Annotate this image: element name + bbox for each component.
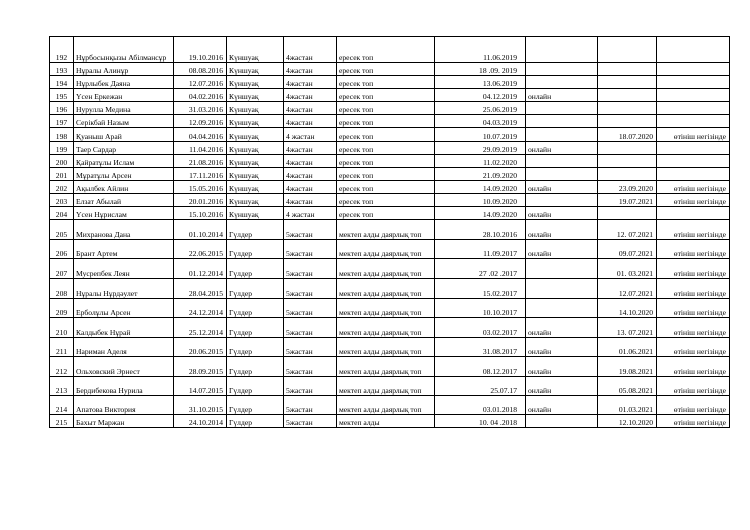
leave-reason-cell: [657, 168, 730, 181]
row-number-cell: 197: [50, 115, 74, 128]
leave-date-cell: 23.09.2020: [598, 181, 657, 194]
child-name-cell: Калдыбек Нұрай: [74, 318, 174, 338]
leave-date-cell: 13. 07.2021: [598, 318, 657, 338]
row-number-cell: 192: [50, 37, 74, 63]
attendance-mode-cell: [526, 415, 598, 428]
group-name-cell: Күншуақ: [227, 115, 284, 128]
table-row: [50, 279, 730, 299]
child-name-cell: Нұрбосынқызы Абілмансұр: [74, 37, 174, 63]
child-name-cell: Елзат Абылай: [74, 194, 174, 207]
group-type-cell: ересек топ: [337, 207, 435, 220]
leave-reason-cell: өтініш негізінде: [657, 259, 730, 279]
birth-date-cell: 04.02.2016: [174, 89, 227, 102]
row-number-cell: 193: [50, 63, 74, 76]
child-name-cell: Қуаныш Арай: [74, 128, 174, 142]
age-group-cell: 5жастан: [284, 279, 337, 299]
birth-date-cell: 22.06.2015: [174, 240, 227, 259]
row-number-cell: 203: [50, 194, 74, 207]
table-row: [50, 115, 730, 128]
child-name-cell: Ольховский Эрнест: [74, 357, 174, 377]
birth-date-cell: 01.10.2014: [174, 220, 227, 240]
birth-date-cell: 24.10.2014: [174, 415, 227, 428]
leave-date-cell: 12.07.2021: [598, 279, 657, 299]
admission-date-cell: 03.02.2017: [435, 318, 526, 338]
age-group-cell: 4жастан: [284, 76, 337, 89]
group-name-cell: Гүлдер: [227, 279, 284, 299]
group-type-cell: ересек топ: [337, 142, 435, 155]
birth-date-cell: 31.10.2015: [174, 396, 227, 415]
birth-date-cell: 08.08.2016: [174, 63, 227, 76]
attendance-mode-cell: онлайн: [526, 181, 598, 194]
admission-date-cell: 21.09.2020: [435, 168, 526, 181]
attendance-mode-cell: онлайн: [526, 318, 598, 338]
table-row: [50, 63, 730, 76]
age-group-cell: 5жастан: [284, 338, 337, 357]
admission-date-cell: 15.02.2017: [435, 279, 526, 299]
attendance-mode-cell: [526, 63, 598, 76]
birth-date-cell: 28.04.2015: [174, 279, 227, 299]
leave-reason-cell: өтініш негізінде: [657, 318, 730, 338]
attendance-mode-cell: [526, 102, 598, 115]
group-name-cell: Күншуақ: [227, 207, 284, 220]
row-number-cell: 207: [50, 259, 74, 279]
birth-date-cell: 15.05.2016: [174, 181, 227, 194]
group-name-cell: Күншуақ: [227, 168, 284, 181]
leave-date-cell: [598, 89, 657, 102]
attendance-mode-cell: онлайн: [526, 377, 598, 396]
birth-date-cell: 12.09.2016: [174, 115, 227, 128]
group-type-cell: мектеп алды даярлық топ: [337, 396, 435, 415]
admission-date-cell: 25.07.17: [435, 377, 526, 396]
child-name-cell: Нұралы Нұрдәулет: [74, 279, 174, 299]
leave-date-cell: [598, 168, 657, 181]
leave-date-cell: [598, 142, 657, 155]
age-group-cell: 4жастан: [284, 115, 337, 128]
group-name-cell: Күншуақ: [227, 194, 284, 207]
group-type-cell: мектеп алды даярлық топ: [337, 279, 435, 299]
attendance-mode-cell: онлайн: [526, 220, 598, 240]
group-name-cell: Күншуақ: [227, 102, 284, 115]
leave-date-cell: 12.10.2020: [598, 415, 657, 428]
leave-date-cell: 19.08.2021: [598, 357, 657, 377]
group-type-cell: мектеп алды даярлық топ: [337, 338, 435, 357]
age-group-cell: 4жастан: [284, 102, 337, 115]
group-type-cell: ересек топ: [337, 155, 435, 168]
row-number-cell: 215: [50, 415, 74, 428]
row-number-cell: 212: [50, 357, 74, 377]
age-group-cell: 5жастан: [284, 357, 337, 377]
child-name-cell: Бердибекова Нурила: [74, 377, 174, 396]
group-name-cell: Гүлдер: [227, 415, 284, 428]
group-name-cell: Гүлдер: [227, 240, 284, 259]
group-type-cell: ересек топ: [337, 89, 435, 102]
child-name-cell: Нұралы Алинұр: [74, 63, 174, 76]
admission-date-cell: 25.06.2019: [435, 102, 526, 115]
attendance-mode-cell: онлайн: [526, 142, 598, 155]
attendance-mode-cell: онлайн: [526, 396, 598, 415]
admission-date-cell: 04.12.2019: [435, 89, 526, 102]
admission-date-cell: 10. 04 .2018: [435, 415, 526, 428]
group-type-cell: мектеп алды даярлық топ: [337, 318, 435, 338]
group-name-cell: Күншуақ: [227, 76, 284, 89]
child-name-cell: Нариман Аделя: [74, 338, 174, 357]
row-number-cell: 200: [50, 155, 74, 168]
age-group-cell: 5жастан: [284, 377, 337, 396]
group-name-cell: Күншуақ: [227, 142, 284, 155]
attendance-mode-cell: [526, 128, 598, 142]
group-name-cell: Гүлдер: [227, 338, 284, 357]
leave-date-cell: 05.08.2021: [598, 377, 657, 396]
birth-date-cell: 04.04.2016: [174, 128, 227, 142]
birth-date-cell: 19.10.2016: [174, 37, 227, 63]
leave-reason-cell: өтініш негізінде: [657, 194, 730, 207]
leave-reason-cell: [657, 63, 730, 76]
children-register-table: [49, 36, 730, 428]
row-number-cell: 208: [50, 279, 74, 299]
leave-reason-cell: [657, 76, 730, 89]
age-group-cell: 4 жастан: [284, 207, 337, 220]
table-row: [50, 102, 730, 115]
leave-date-cell: 14.10.2020: [598, 299, 657, 318]
row-number-cell: 204: [50, 207, 74, 220]
row-number-cell: 201: [50, 168, 74, 181]
admission-date-cell: 31.08.2017: [435, 338, 526, 357]
admission-date-cell: 29.09.2019: [435, 142, 526, 155]
attendance-mode-cell: онлайн: [526, 357, 598, 377]
leave-date-cell: [598, 63, 657, 76]
child-name-cell: Таер Сардар: [74, 142, 174, 155]
row-number-cell: 199: [50, 142, 74, 155]
table-row: [50, 377, 730, 396]
group-type-cell: ересек топ: [337, 181, 435, 194]
age-group-cell: 4жастан: [284, 168, 337, 181]
admission-date-cell: 11.02.2020: [435, 155, 526, 168]
attendance-mode-cell: [526, 299, 598, 318]
leave-reason-cell: өтініш негізінде: [657, 128, 730, 142]
leave-date-cell: 18.07.2020: [598, 128, 657, 142]
leave-reason-cell: өтініш негізінде: [657, 220, 730, 240]
child-name-cell: Бахыт Маржан: [74, 415, 174, 428]
age-group-cell: 5жастан: [284, 396, 337, 415]
age-group-cell: 5жастан: [284, 299, 337, 318]
table-row: [50, 338, 730, 357]
admission-date-cell: 08.12.2017: [435, 357, 526, 377]
admission-date-cell: 11.06.2019: [435, 37, 526, 63]
birth-date-cell: 20.06.2015: [174, 338, 227, 357]
birth-date-cell: 12.07.2016: [174, 76, 227, 89]
leave-date-cell: 01.06.2021: [598, 338, 657, 357]
leave-date-cell: [598, 207, 657, 220]
group-type-cell: ересек топ: [337, 63, 435, 76]
leave-date-cell: [598, 37, 657, 63]
leave-reason-cell: [657, 115, 730, 128]
leave-date-cell: [598, 115, 657, 128]
row-number-cell: 205: [50, 220, 74, 240]
group-type-cell: мектеп алды даярлық топ: [337, 357, 435, 377]
child-name-cell: Ерболұлы Арсен: [74, 299, 174, 318]
attendance-mode-cell: онлайн: [526, 89, 598, 102]
admission-date-cell: 11.09.2017: [435, 240, 526, 259]
group-name-cell: Гүлдер: [227, 220, 284, 240]
group-type-cell: ересек топ: [337, 37, 435, 63]
table-row: [50, 181, 730, 194]
birth-date-cell: 20.01.2016: [174, 194, 227, 207]
group-type-cell: мектеп алды даярлық топ: [337, 259, 435, 279]
group-name-cell: Күншуақ: [227, 128, 284, 142]
admission-date-cell: 18 .09. 2019: [435, 63, 526, 76]
child-name-cell: Мусрепбек Леян: [74, 259, 174, 279]
child-name-cell: Қайратұлы Ислам: [74, 155, 174, 168]
leave-reason-cell: [657, 142, 730, 155]
row-number-cell: 195: [50, 89, 74, 102]
table-row: [50, 89, 730, 102]
row-number-cell: 214: [50, 396, 74, 415]
birth-date-cell: 21.08.2016: [174, 155, 227, 168]
group-name-cell: Күншуақ: [227, 181, 284, 194]
age-group-cell: 4жастан: [284, 142, 337, 155]
child-name-cell: Серікбай Назым: [74, 115, 174, 128]
row-number-cell: 211: [50, 338, 74, 357]
child-name-cell: Брант Артем: [74, 240, 174, 259]
table-row: [50, 357, 730, 377]
leave-date-cell: [598, 76, 657, 89]
leave-date-cell: [598, 155, 657, 168]
row-number-cell: 209: [50, 299, 74, 318]
admission-date-cell: 14.09.2020: [435, 207, 526, 220]
child-name-cell: Үсен Нұрислам: [74, 207, 174, 220]
child-name-cell: Михранова Дана: [74, 220, 174, 240]
group-type-cell: ересек топ: [337, 115, 435, 128]
group-name-cell: Күншуақ: [227, 155, 284, 168]
leave-date-cell: [598, 102, 657, 115]
attendance-mode-cell: онлайн: [526, 338, 598, 357]
attendance-mode-cell: онлайн: [526, 207, 598, 220]
age-group-cell: 4жастан: [284, 155, 337, 168]
group-type-cell: ересек топ: [337, 76, 435, 89]
table-row: [50, 207, 730, 220]
group-type-cell: мектеп алды даярлық топ: [337, 377, 435, 396]
admission-date-cell: 04.03.2019: [435, 115, 526, 128]
birth-date-cell: 28.09.2015: [174, 357, 227, 377]
birth-date-cell: 24.12.2014: [174, 299, 227, 318]
child-name-cell: Ақылбек Айлин: [74, 181, 174, 194]
age-group-cell: 5жастан: [284, 415, 337, 428]
child-name-cell: Нурулла Медина: [74, 102, 174, 115]
age-group-cell: 4жастан: [284, 63, 337, 76]
age-group-cell: 5жастан: [284, 220, 337, 240]
table-row: [50, 194, 730, 207]
group-type-cell: мектеп алды даярлық топ: [337, 240, 435, 259]
group-type-cell: мектеп алды даярлық топ: [337, 299, 435, 318]
birth-date-cell: 15.10.2016: [174, 207, 227, 220]
leave-reason-cell: өтініш негізінде: [657, 279, 730, 299]
group-name-cell: Гүлдер: [227, 396, 284, 415]
leave-reason-cell: өтініш негізінде: [657, 377, 730, 396]
table-row: [50, 396, 730, 415]
leave-reason-cell: өтініш негізінде: [657, 299, 730, 318]
row-number-cell: 210: [50, 318, 74, 338]
admission-date-cell: 27 .02 .2017: [435, 259, 526, 279]
birth-date-cell: 25.12.2014: [174, 318, 227, 338]
birth-date-cell: 31.03.2016: [174, 102, 227, 115]
admission-date-cell: 10.07.2019: [435, 128, 526, 142]
leave-date-cell: 01. 03.2021: [598, 259, 657, 279]
group-name-cell: Күншуақ: [227, 37, 284, 63]
attendance-mode-cell: [526, 155, 598, 168]
attendance-mode-cell: [526, 37, 598, 63]
table-row: [50, 128, 730, 142]
row-number-cell: 196: [50, 102, 74, 115]
leave-date-cell: 12. 07.2021: [598, 220, 657, 240]
age-group-cell: 4жастан: [284, 89, 337, 102]
row-number-cell: 213: [50, 377, 74, 396]
age-group-cell: 4жастан: [284, 181, 337, 194]
table-row: [50, 415, 730, 428]
child-name-cell: Үсен Еркежан: [74, 89, 174, 102]
leave-date-cell: 19.07.2021: [598, 194, 657, 207]
group-name-cell: Күншуақ: [227, 89, 284, 102]
attendance-mode-cell: [526, 259, 598, 279]
leave-reason-cell: [657, 207, 730, 220]
leave-reason-cell: өтініш негізінде: [657, 240, 730, 259]
leave-reason-cell: өтініш негізінде: [657, 338, 730, 357]
birth-date-cell: 01.12.2014: [174, 259, 227, 279]
leave-date-cell: 09.07.2021: [598, 240, 657, 259]
leave-date-cell: 01.03.2021: [598, 396, 657, 415]
table-row: [50, 76, 730, 89]
attendance-mode-cell: онлайн: [526, 240, 598, 259]
table-row: [50, 299, 730, 318]
child-name-cell: Мұратұлы Арсен: [74, 168, 174, 181]
admission-date-cell: 10.09.2020: [435, 194, 526, 207]
leave-reason-cell: өтініш негізінде: [657, 357, 730, 377]
child-name-cell: Нұрлыбек Даяна: [74, 76, 174, 89]
leave-reason-cell: [657, 89, 730, 102]
table-row: [50, 318, 730, 338]
admission-date-cell: 28.10.2016: [435, 220, 526, 240]
group-name-cell: Гүлдер: [227, 357, 284, 377]
age-group-cell: 4жастан: [284, 37, 337, 63]
group-name-cell: Гүлдер: [227, 299, 284, 318]
table-row: [50, 259, 730, 279]
group-type-cell: мектеп алды даярлық топ: [337, 220, 435, 240]
age-group-cell: 5жастан: [284, 259, 337, 279]
birth-date-cell: 14.07.2015: [174, 377, 227, 396]
age-group-cell: 5жастан: [284, 240, 337, 259]
child-name-cell: Апатова Виктория: [74, 396, 174, 415]
leave-reason-cell: [657, 37, 730, 63]
group-name-cell: Гүлдер: [227, 259, 284, 279]
group-type-cell: ересек топ: [337, 128, 435, 142]
attendance-mode-cell: [526, 76, 598, 89]
admission-date-cell: 10.10.2017: [435, 299, 526, 318]
leave-reason-cell: [657, 155, 730, 168]
admission-date-cell: 03.01.2018: [435, 396, 526, 415]
age-group-cell: 4жастан: [284, 194, 337, 207]
table-row: [50, 142, 730, 155]
group-name-cell: Гүлдер: [227, 318, 284, 338]
leave-reason-cell: өтініш негізінде: [657, 396, 730, 415]
attendance-mode-cell: [526, 168, 598, 181]
birth-date-cell: 17.11.2016: [174, 168, 227, 181]
birth-date-cell: 11.04.2016: [174, 142, 227, 155]
group-type-cell: ересек топ: [337, 102, 435, 115]
row-number-cell: 194: [50, 76, 74, 89]
leave-reason-cell: өтініш негізінде: [657, 415, 730, 428]
group-type-cell: ересек топ: [337, 168, 435, 181]
attendance-mode-cell: [526, 115, 598, 128]
row-number-cell: 206: [50, 240, 74, 259]
leave-reason-cell: өтініш негізінде: [657, 181, 730, 194]
admission-date-cell: 13.06.2019: [435, 76, 526, 89]
row-number-cell: 198: [50, 128, 74, 142]
group-name-cell: Гүлдер: [227, 377, 284, 396]
attendance-mode-cell: [526, 279, 598, 299]
group-type-cell: мектеп алды: [337, 415, 435, 428]
group-type-cell: ересек топ: [337, 194, 435, 207]
group-name-cell: Күншуақ: [227, 63, 284, 76]
table-row: [50, 220, 730, 240]
table-row: [50, 155, 730, 168]
attendance-mode-cell: [526, 194, 598, 207]
age-group-cell: 5жастан: [284, 318, 337, 338]
leave-reason-cell: [657, 102, 730, 115]
row-number-cell: 202: [50, 181, 74, 194]
table-row: [50, 168, 730, 181]
admission-date-cell: 14.09.2020: [435, 181, 526, 194]
age-group-cell: 4 жастан: [284, 128, 337, 142]
table-row: [50, 240, 730, 259]
table-row: [50, 37, 730, 63]
